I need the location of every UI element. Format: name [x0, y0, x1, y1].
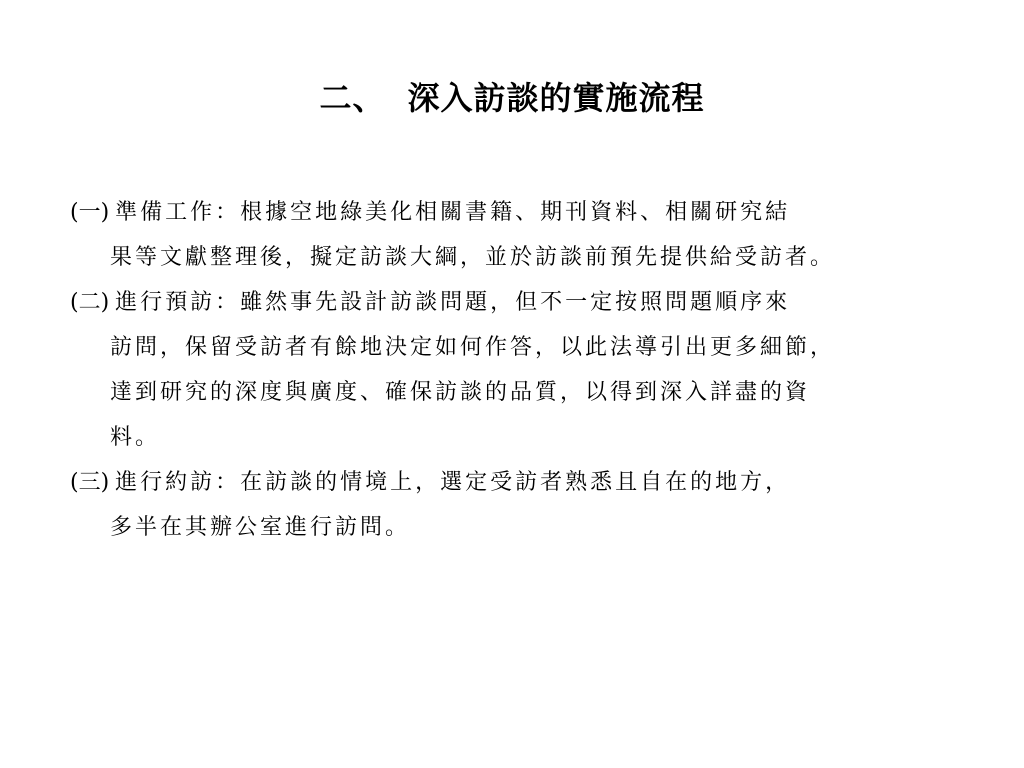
process-list	[70, 190, 975, 550]
list-item-marker: (一)	[70, 200, 110, 225]
list-item-pre-interview	[70, 280, 975, 460]
list-item-appointment	[70, 460, 975, 550]
list-item-line: 果等文獻整理後，擬定訪談大綱，並於訪談前預先提供給受訪者。	[110, 245, 836, 270]
slide-title	[0, 74, 1024, 122]
list-item-text: 進行預訪：雖然事先設計訪談問題，但不一定按照問題順序來	[115, 290, 791, 315]
list-item-line: 訪問，保留受訪者有餘地決定如何作答，以此法導引出更多細節，	[110, 335, 836, 360]
list-item-marker: (二)	[70, 290, 110, 315]
list-item-line	[70, 460, 975, 505]
list-item-line	[70, 280, 975, 325]
title-text: 深入訪談的實施流程	[407, 79, 705, 117]
list-item-text: 準備工作：根據空地綠美化相關書籍、期刊資料、相關研究結	[115, 200, 791, 225]
list-item-text: 進行約訪：在訪談的情境上，選定受訪者熟悉且自在的地方，	[115, 470, 791, 495]
list-item-line: 達到研究的深度與廣度、確保訪談的品質，以得到深入詳盡的資	[110, 380, 811, 405]
list-item-line: 多半在其辦公室進行訪問。	[110, 515, 411, 540]
list-item-marker: (三)	[70, 470, 110, 495]
list-item-line	[70, 190, 975, 235]
title-number: 二、	[319, 79, 386, 117]
list-item-prepare	[70, 190, 975, 280]
list-item-line: 料。	[110, 425, 161, 450]
